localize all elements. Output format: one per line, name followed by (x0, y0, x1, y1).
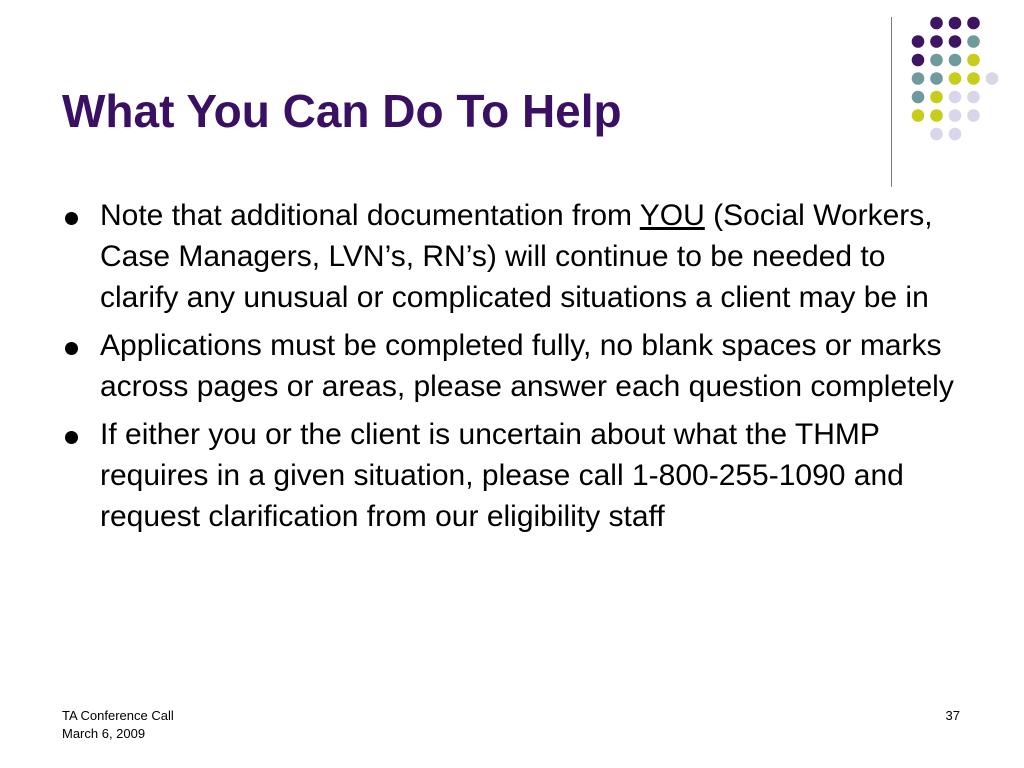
decorative-dot (912, 54, 925, 67)
decorative-dot (912, 109, 925, 122)
decorative-dot (912, 72, 925, 85)
decorative-dot (930, 54, 943, 67)
slide-title: What You Can Do To Help (62, 85, 622, 137)
bullet-emphasis: YOU (639, 199, 705, 232)
decorative-dot (949, 91, 962, 104)
bullet-text: If either you or the client is uncertain about what the THMP requires in a given situation, please call 1-800-255-1090 and request clarification from our eligibility staff (100, 418, 904, 533)
bullet-dot-icon (65, 342, 78, 355)
slide-number: 37 (945, 708, 960, 723)
decorative-dot (949, 17, 962, 30)
bullet-item (62, 325, 962, 407)
decorative-dot (930, 72, 943, 85)
decorative-dot (967, 72, 980, 85)
decorative-dot (949, 35, 962, 48)
decorative-dot (949, 54, 962, 67)
bullet-dot-icon (65, 431, 78, 444)
bullet-text: Note that additional documentation from (100, 199, 640, 232)
decorative-dot (967, 35, 980, 48)
decorative-dot (930, 17, 943, 30)
decorative-dot (930, 91, 943, 104)
decorative-dot (930, 128, 943, 141)
footer-info (62, 707, 174, 743)
footer-date: March 6, 2009 (62, 726, 146, 741)
decorative-dot (912, 35, 925, 48)
decorative-dot (912, 91, 925, 104)
decorative-dot (949, 72, 962, 85)
decorative-dot (967, 54, 980, 67)
decorative-dot (967, 109, 980, 122)
bullet-item (62, 195, 962, 318)
bullet-text-continued: (Social Workers, Case Managers, LVN’s, RN’s) will continue to be needed to clarify any unusual or complicated situations a client may be in (100, 199, 933, 314)
decorative-dot (930, 109, 943, 122)
bullet-dot-icon (65, 212, 78, 225)
bullet-list (62, 195, 962, 544)
decorative-dot (967, 17, 980, 30)
decorative-dot-grid (0, 0, 1024, 200)
bullet-item (62, 414, 962, 537)
decorative-dot (930, 35, 943, 48)
footer-event-name: TA Conference Call (62, 708, 174, 723)
decorative-dot (986, 72, 999, 85)
decorative-dot (949, 109, 962, 122)
decorative-dot (967, 91, 980, 104)
decorative-dot (949, 128, 962, 141)
bullet-text: Applications must be completed fully, no blank spaces or marks across pages or areas, please answer each question completely (100, 329, 954, 403)
